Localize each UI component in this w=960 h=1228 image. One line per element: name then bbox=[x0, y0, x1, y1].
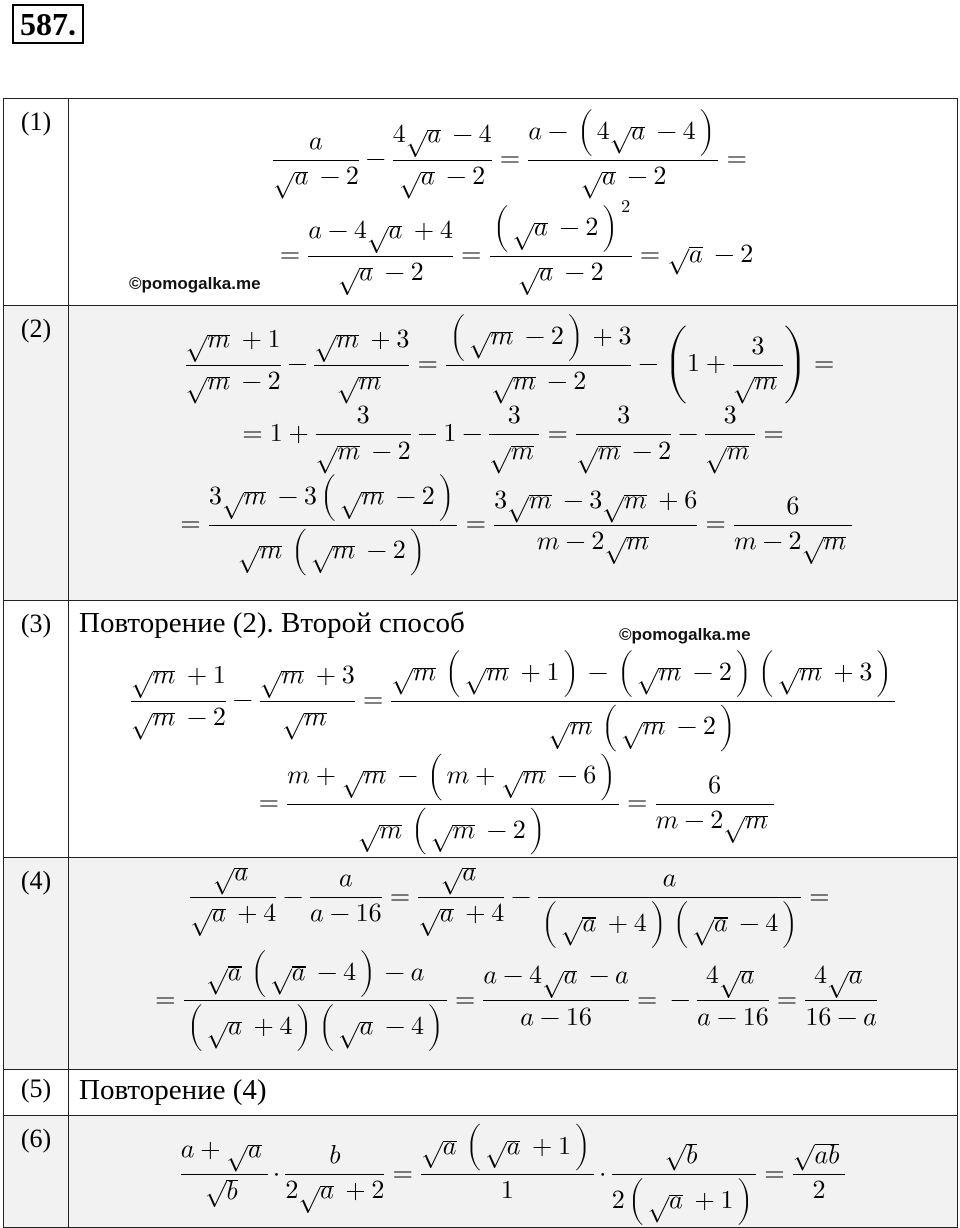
formula-line: = 𝑎 − 4 a + 4 𝑎 − 2 = ( a − 2 ) 2 𝑎 − 2 = a − 2 bbox=[279, 196, 754, 287]
row-label: (1) bbox=[4, 99, 69, 306]
formula-line: = 1 + 3 𝑚 − 2 − 1 − 3 𝑚 = 3 𝑚 − 2 − 3 𝑚 = bbox=[242, 403, 784, 465]
solution-row-6 bbox=[4, 1115, 958, 1227]
row-label: (6) bbox=[4, 1115, 69, 1227]
formula-line: = 3 m − 3 ( m − 2 ) 𝑚 ( m − 2 ) = 3 m − 3 m + 6 𝑚 − 2 m = 6 𝑚 − 2 m bbox=[180, 476, 847, 565]
formula-line: a 𝑎 + 4 − 𝑎 𝑎 − 16 = 𝑎 𝑎 + 4 − 𝑎 ( a + 4 ) ( a − 4 ) = bbox=[211, 859, 830, 937]
formula-line: a + a 𝑏 · 𝑏 2 a + 2 = 𝑎 ( a + 1 ) 1 · 𝑏 2 ( a + 1 ) = 𝑎 b 2 bbox=[180, 1125, 840, 1214]
row-label: (3) bbox=[4, 601, 69, 858]
solution-table bbox=[3, 98, 958, 1228]
watermark: ©pomogalka.me bbox=[619, 625, 751, 644]
problem-number: 587. bbox=[12, 4, 84, 44]
row-content bbox=[69, 306, 958, 601]
row-label: (2) bbox=[4, 306, 69, 601]
row-content bbox=[69, 1069, 958, 1115]
solution-row-1 bbox=[4, 99, 958, 306]
formula-line: = 𝑚 + m − ( m + m − 6 ) 𝑚 ( m − 2 ) = 6 𝑚 − 2 m bbox=[258, 755, 768, 844]
row-content bbox=[69, 1115, 958, 1227]
row-content bbox=[69, 99, 958, 306]
row-intro-text: Повторение (2). Второй способ bbox=[79, 607, 465, 639]
row-content bbox=[69, 857, 958, 1069]
row-label: (4) bbox=[4, 857, 69, 1069]
formula-line: m + 1 𝑚 − 2 − 𝑚 + 3 𝑚 = ( m − 2 ) + 3 𝑚 − 2 − ( 1 + 3 𝑚 ) = bbox=[207, 316, 835, 395]
row-label: (5) bbox=[4, 1069, 69, 1115]
solution-row-4 bbox=[4, 857, 958, 1069]
solution-row-5 bbox=[4, 1069, 958, 1115]
formula-line: = 𝑎 ( a − 4 ) − a ( a + 4 ) ( a − 4 ) = 𝑎 − 4 a − a 𝑎 − 16 = − 4 a 𝑎 − 16 = 4 a 16 − a bbox=[155, 951, 877, 1041]
row-content bbox=[69, 601, 958, 858]
formula-line: 𝑎 𝑎 − 2 − 4 a − 4 𝑎 − 2 = 𝑎 − ( 4 a − 4 ) 𝑎 − 2 = bbox=[294, 111, 747, 190]
formula-line: 𝑚 + 1 𝑚 − 2 − 𝑚 + 3 𝑚 = 𝑚 ( m + 1 ) − ( m − 2 ) ( m + 3 ) 𝑚 ( m − 2 ) bbox=[152, 652, 883, 741]
solution-row-3 bbox=[4, 601, 958, 858]
solution-row-2 bbox=[4, 306, 958, 601]
watermark: ©pomogalka.me bbox=[129, 274, 261, 293]
row-intro-text: Повторение (4) bbox=[79, 1073, 267, 1106]
